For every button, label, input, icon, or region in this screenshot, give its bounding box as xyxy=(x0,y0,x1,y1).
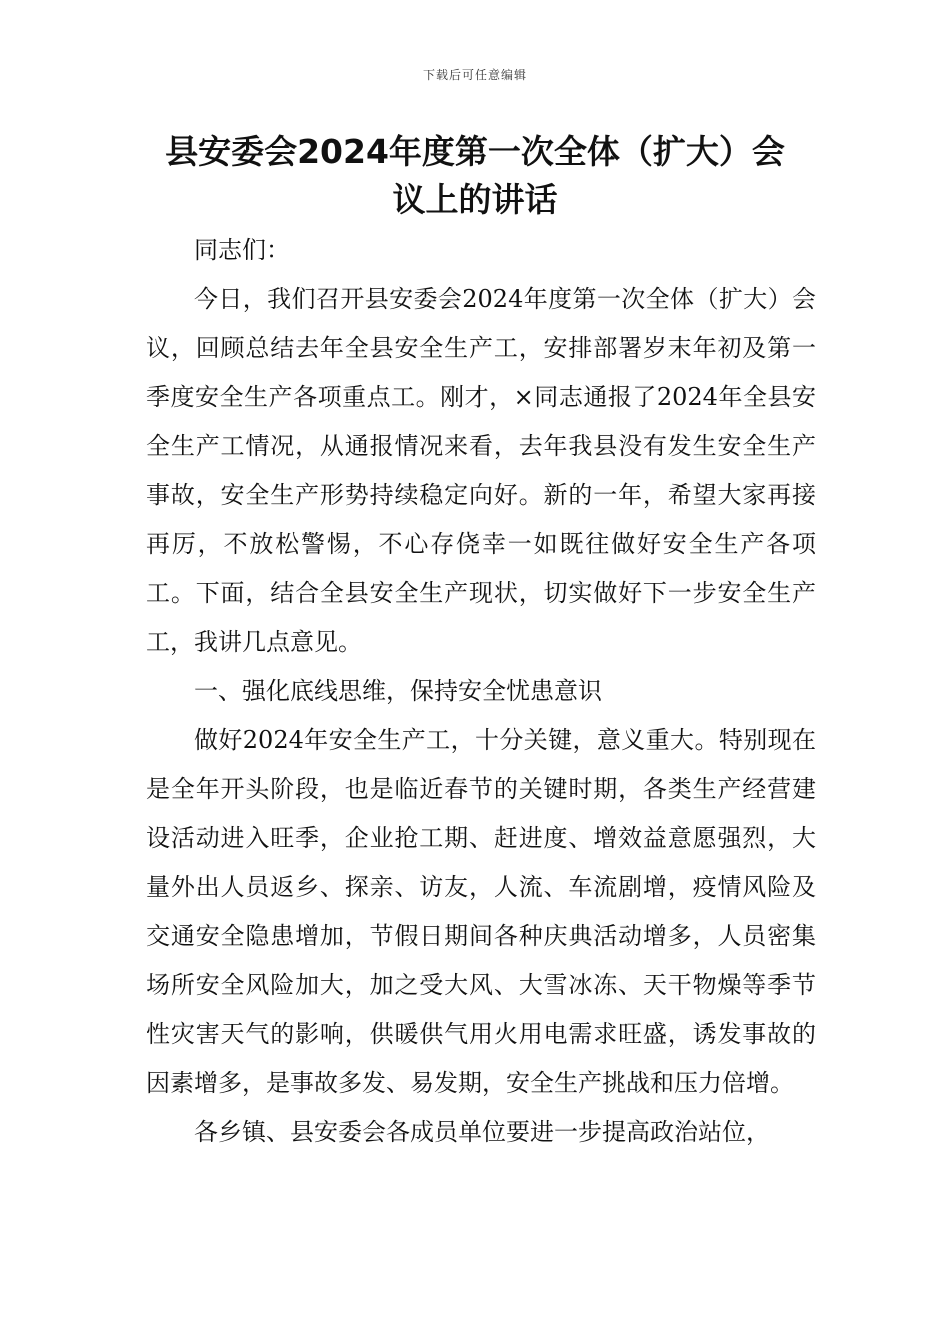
section-1-heading: 一、强化底线思维，保持安全忧患意识 xyxy=(194,677,602,705)
paragraph-2: 做好2024年安全生产工，十分关键，意义重大。特别现在是全年开头阶段，也是临近春节的关键时期，各类生产经营建设活动进入旺季，企业抢工期、赶进度、增效益意愿强烈，大量外出人员返乡、探亲、访友，人流、车流剧增，疫情风险及交通安全隐患增加，节假日期间各种庆典活动增多，人员密集场所安全风险加大，加之受大风、大雪冰冻、天干物燥等季节性灾害天气的影响，供暖供气用火用电需求旺盛，诱发事故的因素增多，是事故多发、易发期，安全生产挑战和压力倍增。 xyxy=(146,726,816,1097)
header-note: 下载后可任意编辑 xyxy=(422,68,527,82)
document-body xyxy=(146,226,816,1157)
document-title xyxy=(140,128,810,224)
title-line-2: 议上的讲话 xyxy=(392,180,558,219)
paragraph-3: 各乡镇、县安委会各成员单位要进一步提高政治站位， xyxy=(194,1118,770,1146)
title-line-1: 县安委会2024年度第一次全体（扩大）会 xyxy=(165,132,785,171)
paragraph-1: 今日，我们召开县安委会2024年度第一次全体（扩大）会议，回顾总结去年全县安全生产工，安排部署岁末年初及第一季度安全生产各项重点工。刚才，×同志通报了2024年全县安全生产工情况，从通报情况来看，去年我县没有发生安全生产事故，安全生产形势持续稳定向好。新的一年，希望大家再接再厉，不放松警惕，不心存侥幸一如既往做好安全生产各项工。下面，结合全县安全生产现状，切实做好下一步安全生产工，我讲几点意见。 xyxy=(146,285,816,656)
salutation: 同志们： xyxy=(194,236,290,264)
